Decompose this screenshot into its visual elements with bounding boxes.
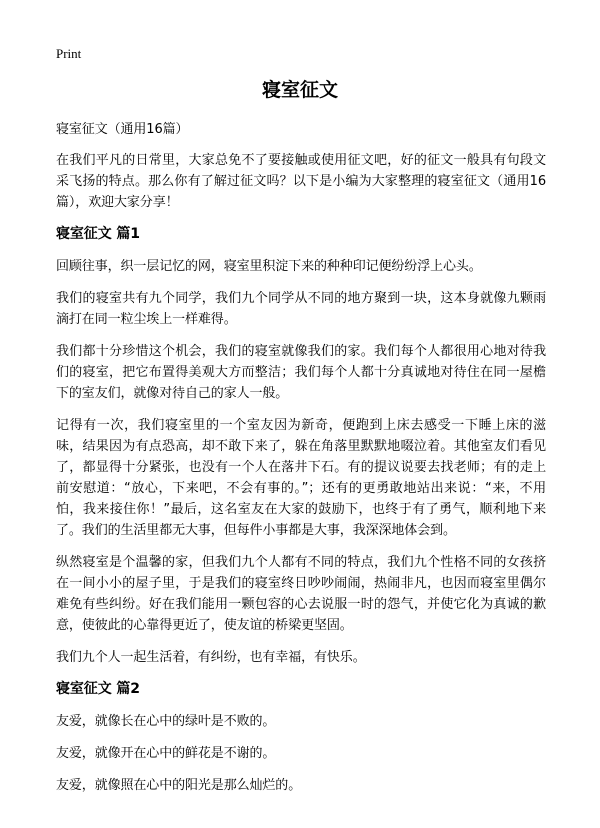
- article-subtitle: 寝室征文（通用16篇）: [56, 122, 189, 137]
- section-heading: 寝室征文 篇1: [56, 226, 140, 242]
- paragraph: 我们九个人一起生活着，有纠纷，也有幸福，有快乐。: [56, 650, 366, 665]
- paragraph: 我们的寝室共有九个同学，我们九个同学从不同的地方聚到一块，这本身就像九颗雨滴打在同一粒尘埃上一样难得。: [56, 291, 546, 327]
- intro-paragraph: 在我们平凡的日常里，大家总免不了要接触或使用征文吧，好的征文一般具有句段文采飞扬的特点。那么你有了解过征文吗？以下是小编为大家整理的寝室征文（通用16篇），欢迎大家分享！: [56, 153, 546, 210]
- print-link[interactable]: Print: [56, 46, 82, 61]
- paragraph: 友爱，就像开在心中的鲜花是不谢的。: [56, 746, 276, 761]
- section-heading: 寝室征文 篇2: [56, 681, 140, 697]
- paragraph: 我们都十分珍惜这个机会，我们的寝室就像我们的家。我们每个人都很用心地对待我们的寝室，把它布置得美观大方而整洁；我们每个人都十分真诚地对待住在同一屋檐下的室友们，就像对待自己的家人一般。: [56, 344, 546, 401]
- paragraph: 记得有一次，我们寝室里的一个室友因为新奇，便跑到上床去感受一下睡上床的滋味，结果因为有点恐高，却不敢下来了，躲在角落里默默地啜泣着。其他室友们看见了，都显得十分紧张，也没有一个人在落井下石。有的提议说要去找老师；有的走上前安慰道：“放心，下来吧，不会有事的。”；还有的更勇敢地站出来说：“来，不用怕，我来接住你！”最后，这名室友在大家的鼓励下，也终于有了勇气，顺利地下来了。我们的生活里都无大事，但每件小事都是大事，我深深地体会到。: [56, 418, 546, 538]
- paragraph: 纵然寝室是个温馨的家，但我们九个人都有不同的特点，我们九个性格不同的女孩挤在一间小小的屋子里，于是我们的寝室终日吵吵闹闹，热闹非凡，也因而寝室里偶尔难免有些纠纷。好在我们能用一颗包容的心去说服一时的怨气，并使它化为真诚的歉意，使彼此的心靠得更近了，使友谊的桥梁更坚固。: [56, 555, 546, 633]
- section-2: [56, 679, 546, 796]
- paragraph: 友爱，就像长在心中的绿叶是不败的。: [56, 714, 276, 729]
- page-title: 寝室征文: [261, 79, 338, 101]
- paragraph: 友爱，就像照在心中的阳光是那么灿烂的。: [56, 778, 302, 793]
- article-body: [56, 119, 546, 807]
- paragraph: 回顾往事，织一层记忆的网，寝室里积淀下来的种种印记便纷纷浮上心头。: [56, 259, 482, 274]
- section-1: [56, 224, 546, 668]
